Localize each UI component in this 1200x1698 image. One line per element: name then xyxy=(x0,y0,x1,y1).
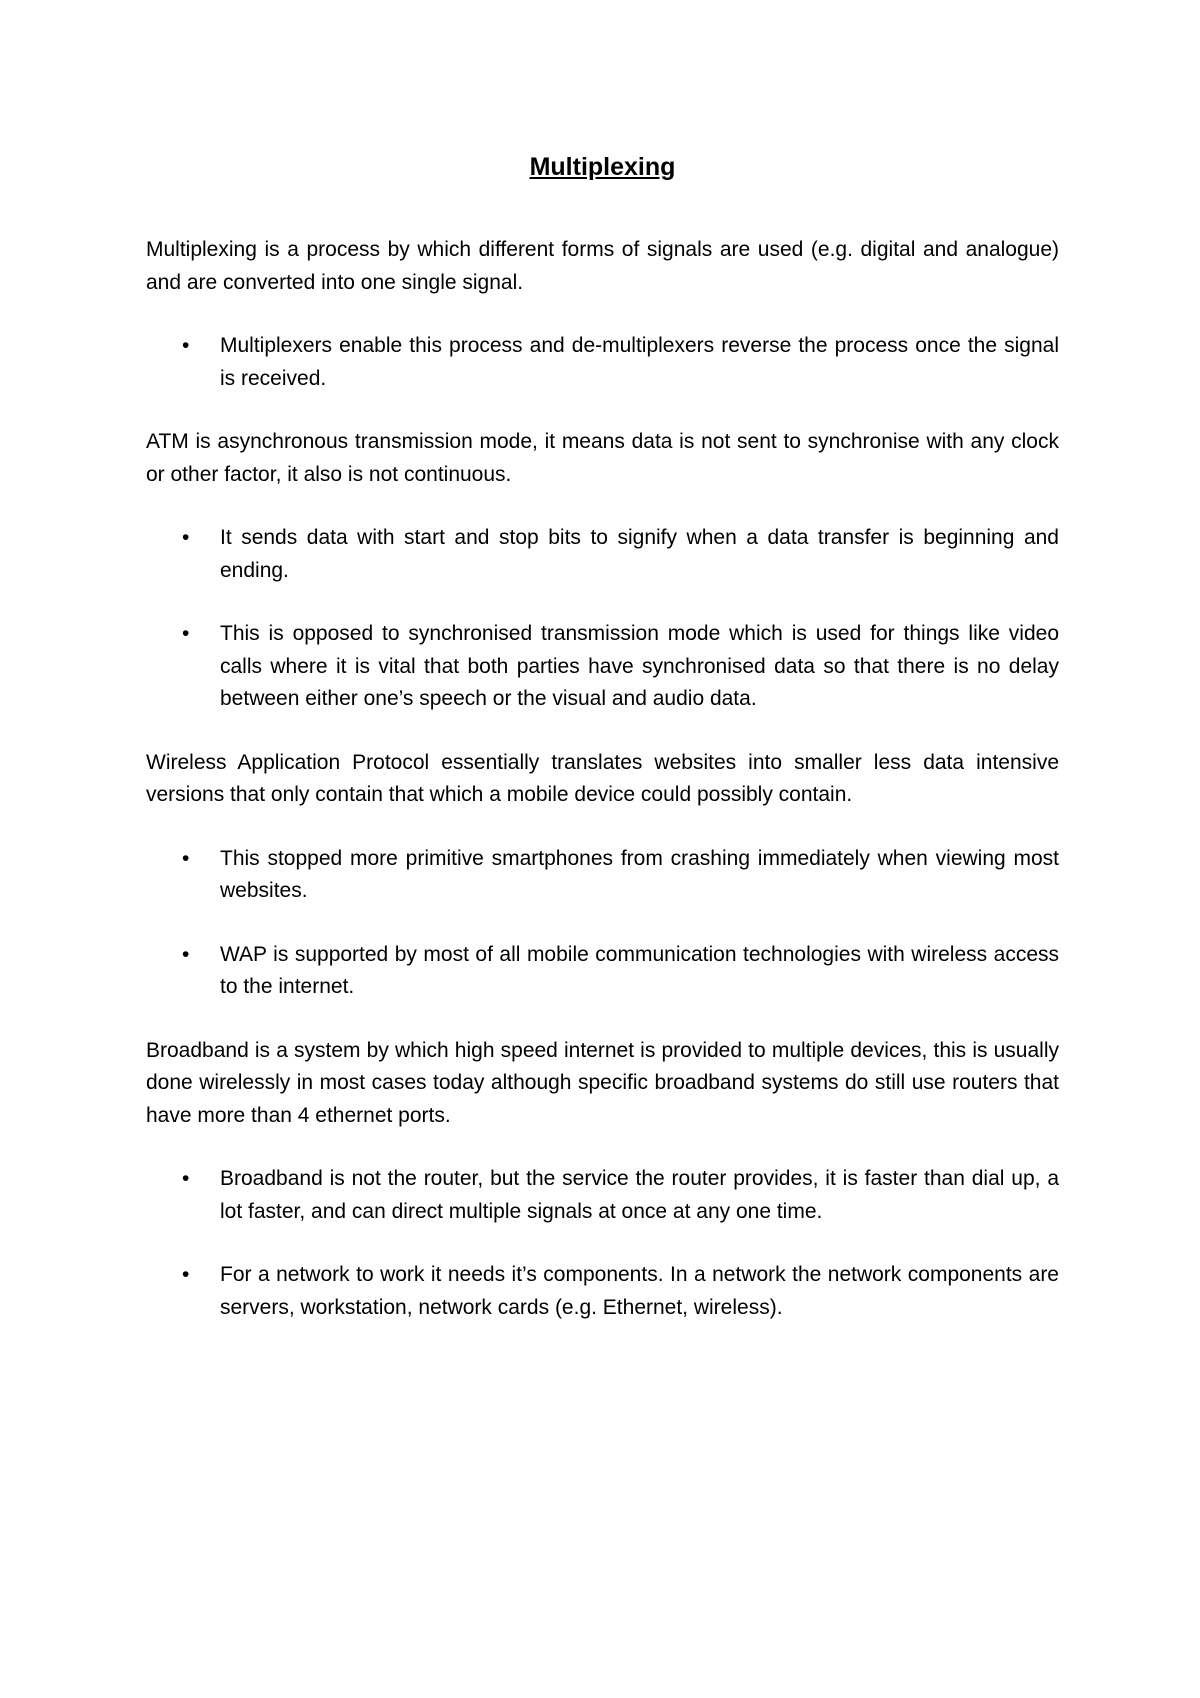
list-item xyxy=(146,330,1059,395)
bullet-icon: • xyxy=(182,622,190,645)
bullet-text: It sends data with start and stop bits to signify when a data transfer is beginning and ending. xyxy=(220,526,1059,582)
bullet-text: For a network to work it needs it’s components. In a network the network components are servers, workstation, network cards (e.g. Ethernet, wireless). xyxy=(220,1263,1059,1319)
bullet-icon: • xyxy=(182,1263,190,1286)
list-item xyxy=(146,1259,1059,1324)
bullet-text: This stopped more primitive smartphones from crashing immediately when viewing most websites. xyxy=(220,846,1059,902)
document-body xyxy=(146,150,1059,1355)
paragraph-atm: ATM is asynchronous transmission mode, it means data is not sent to synchronise with any clock or other factor, it also is not continuous. xyxy=(146,430,1059,486)
bullet-icon: • xyxy=(182,942,190,966)
list-item xyxy=(146,843,1059,908)
list-item xyxy=(146,939,1059,1004)
bullet-icon: • xyxy=(182,846,190,870)
list-item xyxy=(146,1163,1059,1228)
bullet-icon: • xyxy=(182,526,190,549)
list-item xyxy=(146,522,1059,587)
paragraph-multiplexing: Multiplexing is a process by which different forms of signals are used (e.g. digital and analogue) and are converted into one single signal. xyxy=(146,238,1059,294)
bullet-text: Multiplexers enable this process and de-multiplexers reverse the process once the signal is received. xyxy=(220,334,1059,390)
document-title: Multiplexing xyxy=(529,153,676,181)
bullet-list-atm xyxy=(146,522,1059,716)
bullet-list-broadband xyxy=(146,1163,1059,1324)
bullet-icon: • xyxy=(182,334,190,357)
bullet-text: WAP is supported by most of all mobile communication technologies with wireless access to the internet. xyxy=(220,942,1059,998)
bullet-list-multiplexing xyxy=(146,330,1059,395)
list-item xyxy=(146,618,1059,716)
paragraph-broadband: Broadband is a system by which high speed internet is provided to multiple devices, this is usually done wirelessly in most cases today although specific broadband systems do still use routers that have more than 4 ethernet ports. xyxy=(146,1038,1059,1127)
bullet-text: This is opposed to synchronised transmission mode which is used for things like video calls where it is vital that both parties have synchronised data so that there is no delay between either one’s speech or the visual and audio data. xyxy=(220,622,1059,710)
bullet-list-wap xyxy=(146,843,1059,1004)
bullet-text: Broadband is not the router, but the service the router provides, it is faster than dial up, a lot faster, and can direct multiple signals at once at any one time. xyxy=(220,1167,1059,1223)
paragraph-wap: Wireless Application Protocol essentially translates websites into smaller less data intensive versions that only contain that which a mobile device could possibly contain. xyxy=(146,750,1059,806)
bullet-icon: • xyxy=(182,1167,190,1190)
